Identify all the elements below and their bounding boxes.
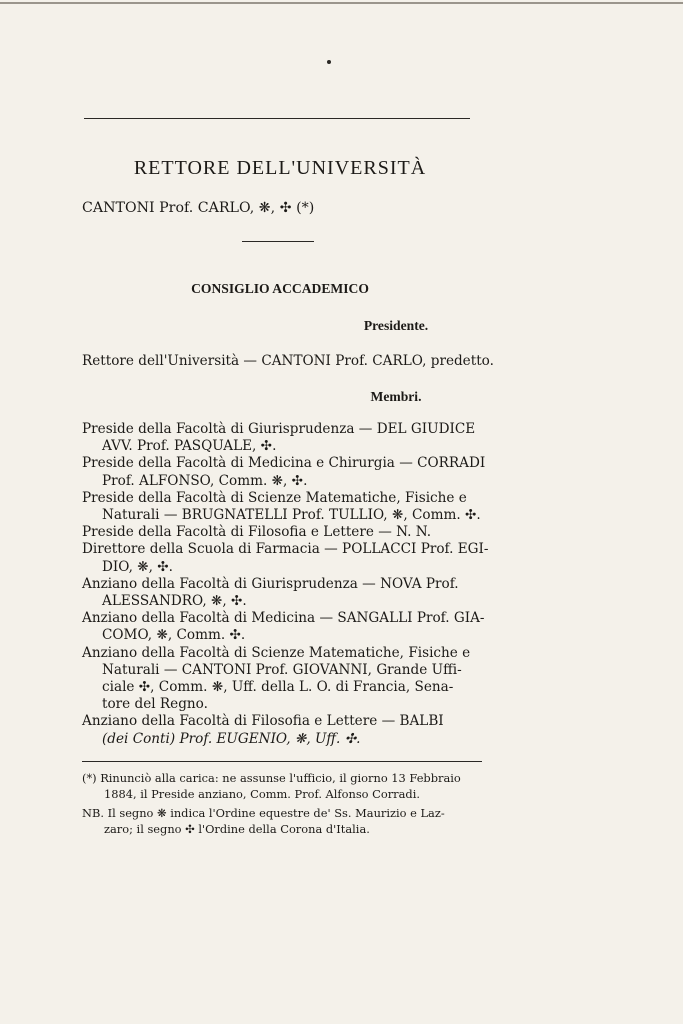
president-text: Rettore dell'Università — CANTONI Prof. CARLO, predetto. [82,353,494,369]
footnote-line: 1884, il Preside anziano, Comm. Prof. Alfonso Corradi. [104,786,420,801]
member-line: Anziano della Facoltà di Scienze Matematiche, Fisiche e [82,644,471,661]
members-heading: Membri. [370,389,422,404]
member-line: Preside della Facoltà di Scienze Matematiche, Fisiche e [82,489,467,506]
member-line: Anziano della Facoltà di Giurisprudenza — NOVA Prof. [82,575,459,592]
member-line: COMO, ❋, Comm. ✣. [102,627,246,644]
member-line: Anziano della Facoltà di Medicina — SANGALLI Prof. GIA- [82,610,485,627]
member-line: Preside della Facoltà di Filosofia e Lettere — N. N. [82,524,432,541]
footnote-resignation [82,771,482,802]
member-line: Preside della Facoltà di Giurisprudenza — DEL GIUDICE [82,421,476,437]
footnote-line: (*) Rinunciò alla carica: ne assunse l'ufficio, il giorno 13 Febbraio [82,771,461,785]
member-line: (dei Conti) Prof. EUGENIO, ❋, Uff. ✣. [102,730,361,747]
short-rule [242,241,314,242]
rector-line: CANTONI Prof. CARLO, ❋, ✣ (*) [82,200,315,216]
members-list [82,421,489,748]
member-line: ciale ✣, Comm. ❋, Uff. della L. O. di Francia, Sena- [102,679,454,696]
page-title: RETTORE DELL'UNIVERSITÀ [133,157,427,179]
member-entry [82,576,482,610]
member-entry [82,455,486,489]
member-entry [82,610,485,644]
member-entry [82,645,482,714]
member-line: Naturali — BRUGNATELLI Prof. TULLIO, ❋, Comm. ✣. [102,507,481,524]
footnote-line: zaro; il segno ✣ l'Ordine della Corona d'Italia. [104,821,370,836]
footnote-rule [82,761,482,762]
member-line: DIO, ❋, ✣. [102,558,174,575]
member-line: tore del Regno. [102,696,208,713]
member-entry [82,421,482,455]
member-entry [82,713,482,747]
top-edge-line [0,2,683,4]
member-line: Direttore della Scuola di Farmacia — POLLACCI Prof. EGI- [82,541,489,558]
president-heading: Presidente. [363,318,429,333]
member-line: Preside della Facoltà di Medicina e Chirurgia — CORRADI [82,455,486,472]
footnote-line: NB. Il segno ❋ indica l'Ordine equestre de' Ss. Maurizio e Laz- [82,806,445,820]
footnote-symbols [82,806,482,837]
member-line: AVV. Prof. PASQUALE, ✣. [102,438,277,455]
member-entry [82,541,489,575]
member-line: Naturali — CANTONI Prof. GIOVANNI, Grande Uffi- [102,661,462,678]
council-heading: CONSIGLIO ACCADEMICO [191,281,369,296]
member-entry [82,490,482,524]
ink-dot [327,60,331,64]
member-line: ALESSANDRO, ❋, ✣. [102,593,247,610]
member-line: Prof. ALFONSO, Comm. ❋, ✣. [102,472,308,489]
member-entry [82,524,482,541]
member-line: Anziano della Facoltà di Filosofia e Lettere — BALBI [82,713,444,730]
top-rule [84,118,470,119]
